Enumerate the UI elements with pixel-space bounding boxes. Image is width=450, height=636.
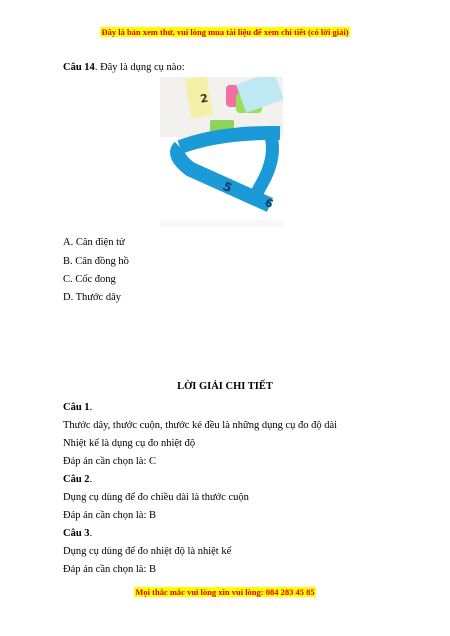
header-banner-text: Đây là bản xem thử, vui lòng mua tài liệu để xem chi tiết (có lời giải) xyxy=(101,27,349,37)
footer-banner-text: Mọi thắc mắc vui lòng xin vui lòng: 084 283 45 85 xyxy=(135,587,315,597)
solution-line: Thước dây, thước cuộn, thước kẻ đều là những dụng cụ đo độ dài xyxy=(63,420,338,431)
solution-heading: LỜI GIẢI CHI TIẾT xyxy=(177,381,273,392)
svg-text:6: 6 xyxy=(262,195,276,211)
question-number: Câu 14 xyxy=(63,62,95,73)
option-d: D. Thước dây xyxy=(63,292,121,303)
solution-line: Dụng cụ dùng để đo chiều dài là thước cuộn xyxy=(63,492,249,503)
solution-line: Nhiệt kế là dụng cụ đo nhiệt độ xyxy=(63,438,196,449)
header-banner xyxy=(0,27,450,37)
tape-measure-image xyxy=(160,77,283,227)
solution-answer: Đáp án cần chọn là: B xyxy=(63,510,157,521)
solution-item-label: Câu 3. xyxy=(63,528,93,539)
solution-answer: Đáp án cần chọn là: C xyxy=(63,456,157,467)
question-text: . Đây là dụng cụ nào: xyxy=(94,62,185,73)
solution-item-label: Câu 1. xyxy=(63,402,93,413)
footer-banner xyxy=(0,587,450,597)
svg-text:2: 2 xyxy=(199,91,210,106)
solution-answer: Đáp án cần chọn là: B xyxy=(63,564,157,575)
solution-item-label: Câu 2. xyxy=(63,474,93,485)
svg-text:5: 5 xyxy=(220,179,235,196)
solution-line: Dụng cụ dùng để đo nhiệt độ là nhiệt kế xyxy=(63,546,232,557)
question-title xyxy=(63,62,185,73)
option-c: C. Cốc đong xyxy=(63,274,116,285)
option-b: B. Cân đồng hồ xyxy=(63,256,129,267)
option-a: A. Cân điện tử xyxy=(63,237,125,248)
